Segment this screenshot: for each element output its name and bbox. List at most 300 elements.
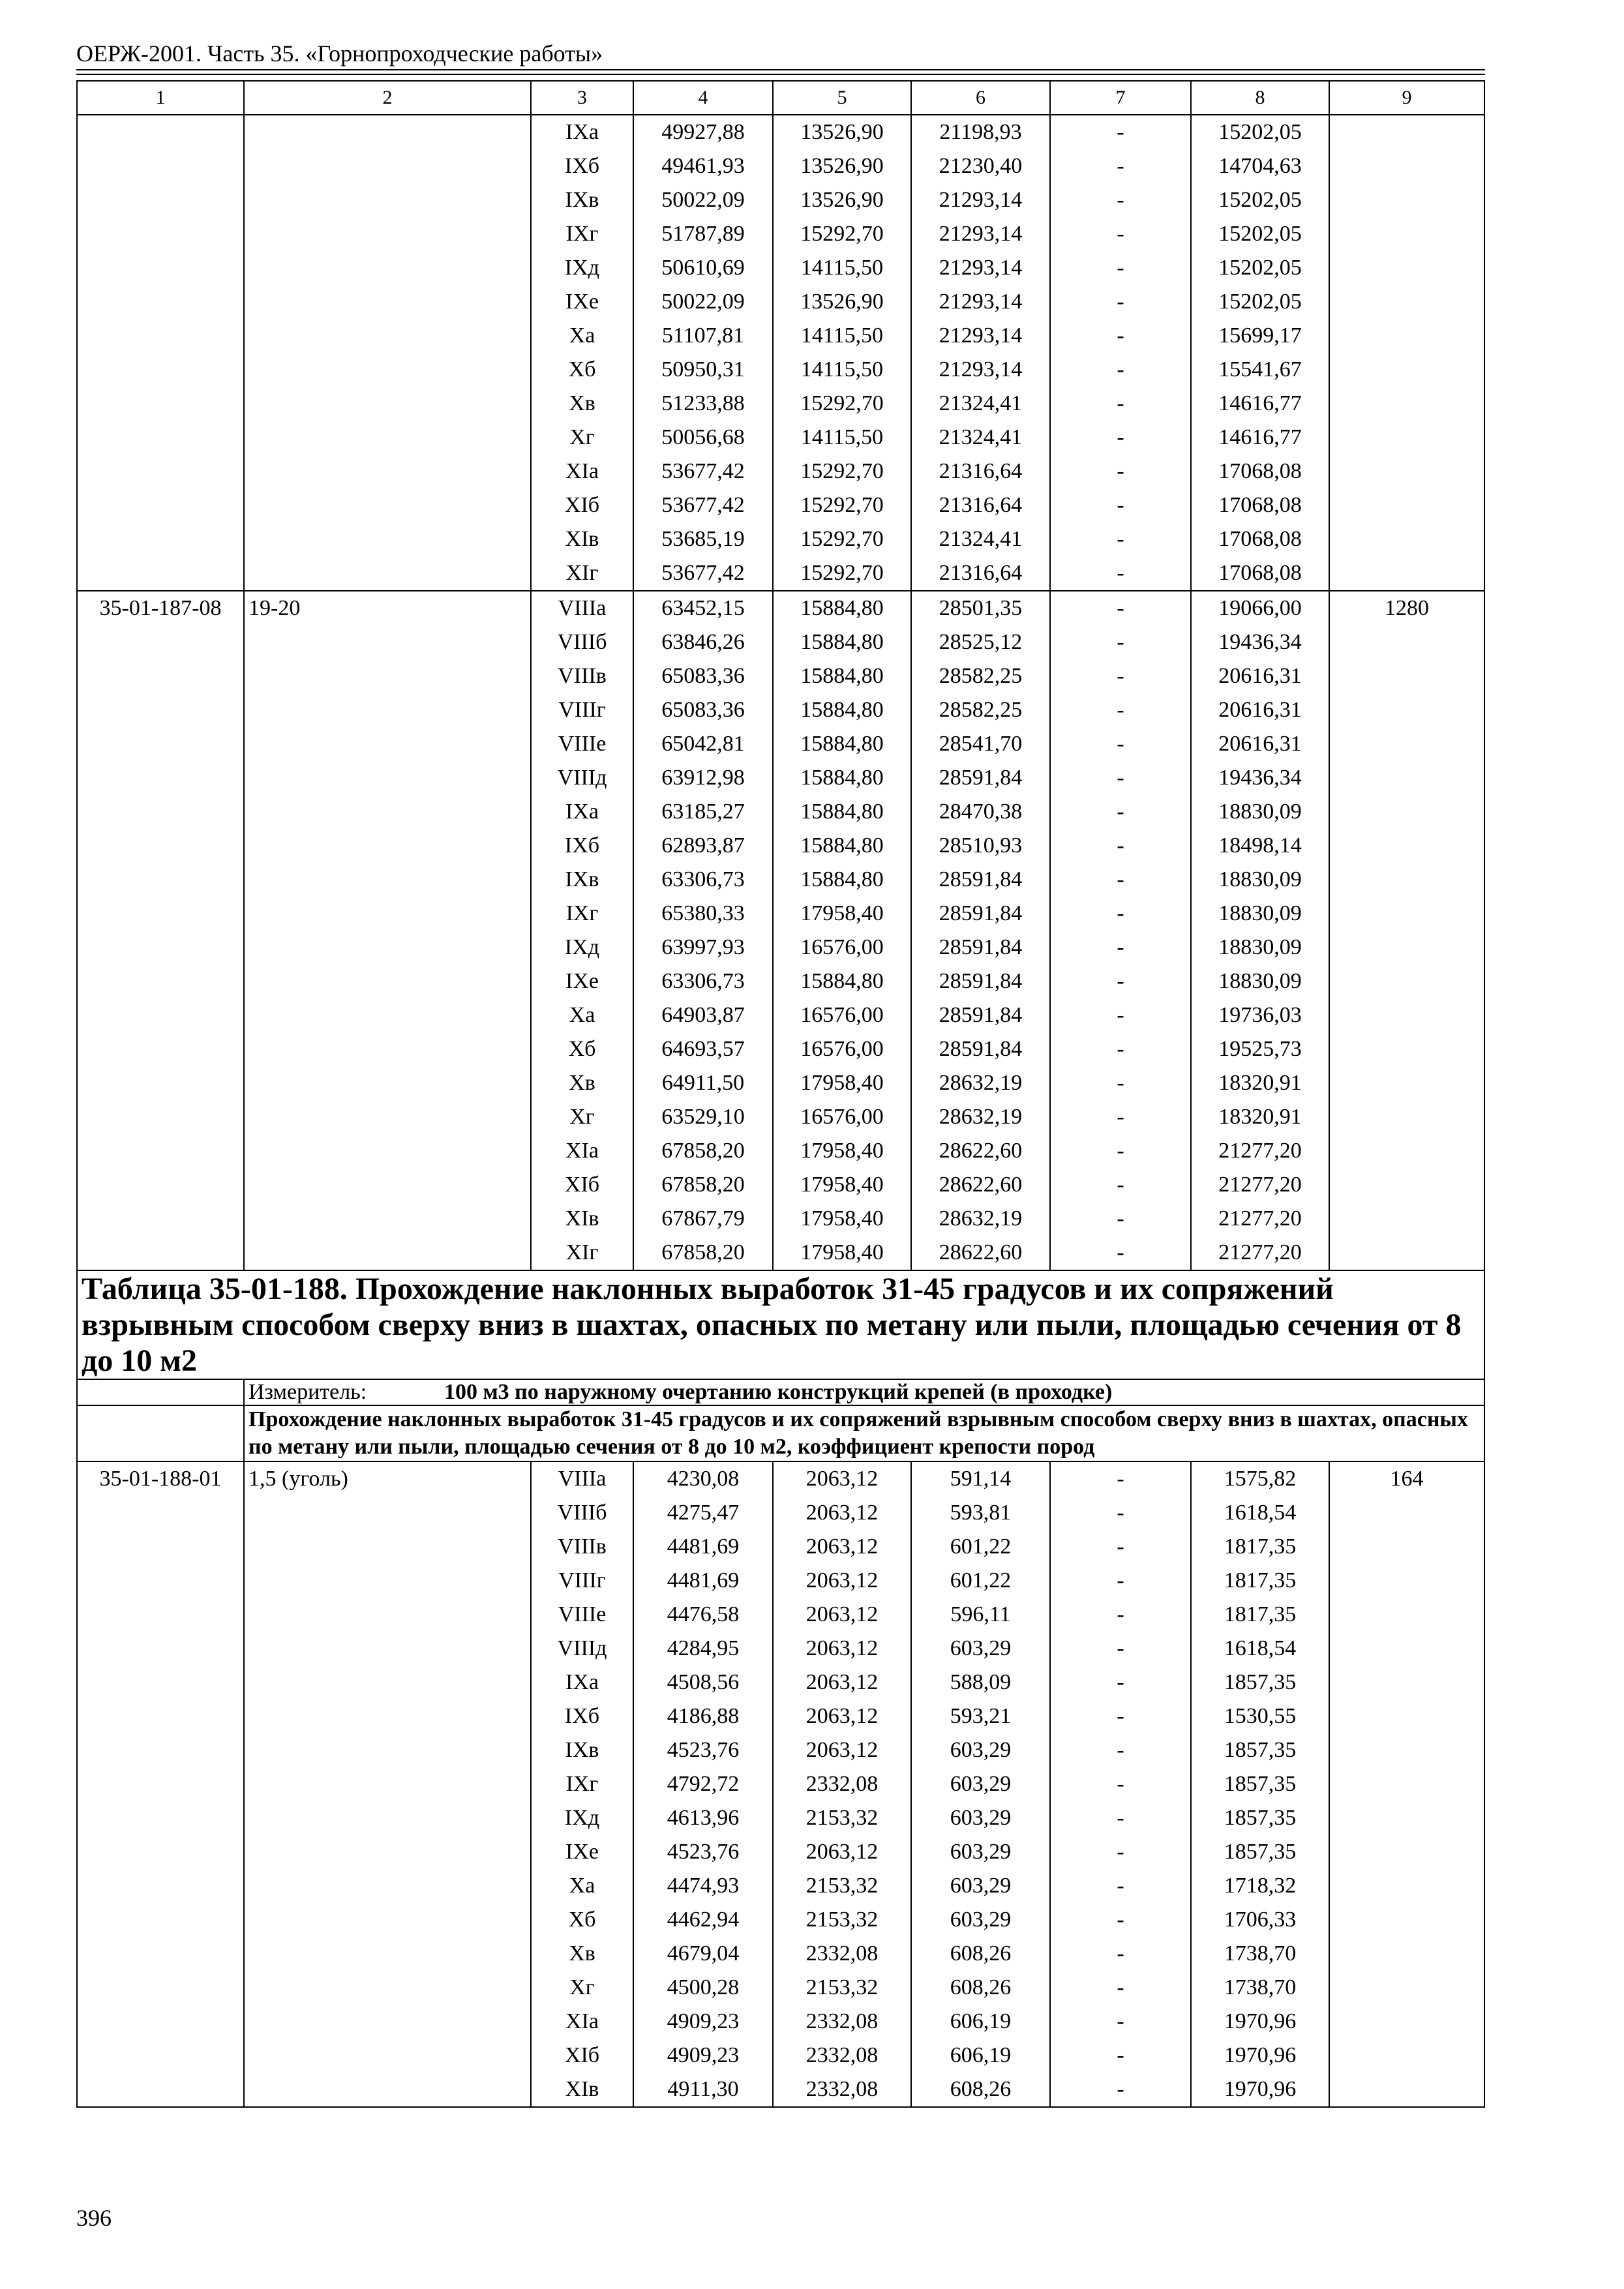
- value-cell: 67858,20: [633, 1236, 773, 1270]
- value-cell: 17068,08: [1191, 522, 1329, 556]
- value-cell: 21277,20: [1191, 1236, 1329, 1270]
- value-cell: -: [1050, 2005, 1191, 2039]
- value-cell: 28622,60: [911, 1168, 1050, 1202]
- value-cell: -: [1050, 795, 1191, 829]
- value-cell: -: [1050, 251, 1191, 285]
- value-cell: 608,26: [911, 2072, 1050, 2107]
- value-cell: -: [1050, 1066, 1191, 1100]
- value-cell: 65083,36: [633, 693, 773, 727]
- rate-extra-value: [1329, 115, 1484, 591]
- rock-category-cell: Xа: [531, 998, 633, 1032]
- value-cell: 16576,00: [773, 931, 911, 965]
- value-cell: 2063,12: [773, 1564, 911, 1598]
- value-cell: 64693,57: [633, 1032, 773, 1066]
- value-cell: 14115,50: [773, 319, 911, 353]
- rate-code: 35-01-188-01: [77, 1461, 244, 2107]
- table-title-row: [77, 1270, 1484, 1379]
- description-row: [77, 1405, 1484, 1461]
- value-cell: 15884,80: [773, 795, 911, 829]
- value-cell: -: [1050, 183, 1191, 217]
- value-cell: 62893,87: [633, 829, 773, 863]
- value-cell: 1618,54: [1191, 1632, 1329, 1666]
- value-cell: 65042,81: [633, 727, 773, 761]
- value-cell: 1857,35: [1191, 1801, 1329, 1835]
- value-cell: 2063,12: [773, 1632, 911, 1666]
- rock-category-cell: Xг: [531, 1971, 633, 2005]
- rock-category-cell: IXв: [531, 183, 633, 217]
- value-cell: 28591,84: [911, 1032, 1050, 1066]
- value-cell: -: [1050, 455, 1191, 488]
- value-cell: -: [1050, 965, 1191, 998]
- rock-category-cell: IXе: [531, 1835, 633, 1869]
- value-cell: 50056,68: [633, 421, 773, 455]
- value-cell: 15884,80: [773, 965, 911, 998]
- rock-category-cell: IXб: [531, 1699, 633, 1733]
- header-rule-bottom: [76, 74, 1485, 75]
- value-cell: -: [1050, 659, 1191, 693]
- value-cell: 15884,80: [773, 693, 911, 727]
- rock-category-cell: XIв: [531, 522, 633, 556]
- rock-category-cell: XIб: [531, 488, 633, 522]
- value-cell: 4909,23: [633, 2039, 773, 2072]
- value-cell: -: [1050, 1202, 1191, 1236]
- rock-category-cell: IXд: [531, 251, 633, 285]
- value-cell: 596,11: [911, 1598, 1050, 1632]
- rock-category-cell: IXд: [531, 1801, 633, 1835]
- value-cell: -: [1050, 897, 1191, 931]
- value-cell: 588,09: [911, 1666, 1050, 1699]
- rock-category-cell: Xб: [531, 1903, 633, 1937]
- value-cell: 19436,34: [1191, 625, 1329, 659]
- value-cell: 17958,40: [773, 1066, 911, 1100]
- value-cell: 2332,08: [773, 1767, 911, 1801]
- value-cell: 4508,56: [633, 1666, 773, 1699]
- value-cell: 16576,00: [773, 998, 911, 1032]
- value-cell: 15202,05: [1191, 285, 1329, 319]
- value-cell: 53677,42: [633, 488, 773, 522]
- rock-category-cell: XIб: [531, 1168, 633, 1202]
- value-cell: 63306,73: [633, 863, 773, 897]
- value-cell: 18830,09: [1191, 863, 1329, 897]
- rock-category-cell: VIIIа: [531, 1461, 633, 1496]
- rock-category-cell: VIIIг: [531, 1564, 633, 1598]
- value-cell: 65380,33: [633, 897, 773, 931]
- value-cell: 14616,77: [1191, 387, 1329, 421]
- value-cell: 4792,72: [633, 1767, 773, 1801]
- rock-category-cell: IXб: [531, 829, 633, 863]
- value-cell: 17958,40: [773, 1202, 911, 1236]
- value-cell: 4275,47: [633, 1496, 773, 1530]
- value-cell: 601,22: [911, 1564, 1050, 1598]
- rock-category-cell: VIIIд: [531, 761, 633, 795]
- value-cell: 15292,70: [773, 387, 911, 421]
- value-cell: 15292,70: [773, 455, 911, 488]
- value-cell: 1817,35: [1191, 1564, 1329, 1598]
- value-cell: 21277,20: [1191, 1168, 1329, 1202]
- value-cell: 4481,69: [633, 1564, 773, 1598]
- value-cell: 51787,89: [633, 217, 773, 251]
- value-cell: 14115,50: [773, 421, 911, 455]
- value-cell: 606,19: [911, 2005, 1050, 2039]
- rock-category-cell: XIб: [531, 2039, 633, 2072]
- value-cell: -: [1050, 387, 1191, 421]
- rock-category-cell: XIв: [531, 2072, 633, 2107]
- value-cell: 2332,08: [773, 2072, 911, 2107]
- value-cell: 28525,12: [911, 625, 1050, 659]
- value-cell: 1738,70: [1191, 1937, 1329, 1971]
- value-cell: 1575,82: [1191, 1461, 1329, 1496]
- value-cell: -: [1050, 1168, 1191, 1202]
- value-cell: 20616,31: [1191, 727, 1329, 761]
- header-rule-top: [76, 69, 1485, 70]
- value-cell: 63997,93: [633, 931, 773, 965]
- value-cell: -: [1050, 1835, 1191, 1869]
- column-number-5: 5: [773, 81, 911, 115]
- value-cell: 67858,20: [633, 1168, 773, 1202]
- value-cell: 49927,88: [633, 115, 773, 149]
- value-cell: 63185,27: [633, 795, 773, 829]
- value-cell: 15202,05: [1191, 251, 1329, 285]
- value-cell: 2063,12: [773, 1530, 911, 1564]
- value-cell: 2063,12: [773, 1699, 911, 1733]
- value-cell: 28501,35: [911, 591, 1050, 625]
- value-cell: -: [1050, 522, 1191, 556]
- value-cell: 65083,36: [633, 659, 773, 693]
- value-cell: 14704,63: [1191, 149, 1329, 183]
- rock-category-cell: IXа: [531, 115, 633, 149]
- value-cell: -: [1050, 2039, 1191, 2072]
- value-cell: -: [1050, 1032, 1191, 1066]
- value-cell: 603,29: [911, 1632, 1050, 1666]
- value-cell: -: [1050, 863, 1191, 897]
- value-cell: 53677,42: [633, 455, 773, 488]
- value-cell: 51233,88: [633, 387, 773, 421]
- value-cell: -: [1050, 556, 1191, 591]
- value-cell: 17068,08: [1191, 455, 1329, 488]
- value-cell: 28510,93: [911, 829, 1050, 863]
- rate-extra-value: 1280: [1329, 591, 1484, 1270]
- table-row: [77, 115, 1484, 149]
- value-cell: -: [1050, 591, 1191, 625]
- rock-category-cell: VIIIд: [531, 1632, 633, 1666]
- value-cell: 1718,32: [1191, 1869, 1329, 1903]
- value-cell: 1706,33: [1191, 1903, 1329, 1937]
- value-cell: 64911,50: [633, 1066, 773, 1100]
- value-cell: 21293,14: [911, 285, 1050, 319]
- rock-category-cell: IXв: [531, 1733, 633, 1767]
- measure-cell: [244, 1379, 1484, 1405]
- value-cell: 2332,08: [773, 1937, 911, 1971]
- value-cell: -: [1050, 115, 1191, 149]
- value-cell: 21293,14: [911, 353, 1050, 387]
- value-cell: 28582,25: [911, 693, 1050, 727]
- rock-category-cell: IXв: [531, 863, 633, 897]
- value-cell: 15699,17: [1191, 319, 1329, 353]
- column-number-8: 8: [1191, 81, 1329, 115]
- description-empty-cell: [77, 1405, 244, 1461]
- value-cell: -: [1050, 149, 1191, 183]
- value-cell: 14616,77: [1191, 421, 1329, 455]
- value-cell: 4186,88: [633, 1699, 773, 1733]
- value-cell: -: [1050, 727, 1191, 761]
- rock-category-cell: IXа: [531, 795, 633, 829]
- measure-row: [77, 1379, 1484, 1405]
- value-cell: 4284,95: [633, 1632, 773, 1666]
- measure-empty-cell: [77, 1379, 244, 1405]
- value-cell: 13526,90: [773, 285, 911, 319]
- value-cell: 16576,00: [773, 1032, 911, 1066]
- value-cell: 15884,80: [773, 591, 911, 625]
- value-cell: 603,29: [911, 1767, 1050, 1801]
- value-cell: 2153,32: [773, 1869, 911, 1903]
- value-cell: 28591,84: [911, 998, 1050, 1032]
- value-cell: -: [1050, 1971, 1191, 2005]
- value-cell: 15884,80: [773, 659, 911, 693]
- value-cell: 15292,70: [773, 556, 911, 591]
- rock-category-cell: Xв: [531, 1066, 633, 1100]
- value-cell: 1857,35: [1191, 1835, 1329, 1869]
- measure-label: Измеритель:: [248, 1380, 367, 1404]
- rock-category-cell: Xг: [531, 1100, 633, 1134]
- value-cell: 591,14: [911, 1461, 1050, 1496]
- value-cell: 17958,40: [773, 1236, 911, 1270]
- value-cell: 15884,80: [773, 829, 911, 863]
- rock-category-cell: Xа: [531, 319, 633, 353]
- value-cell: 21277,20: [1191, 1134, 1329, 1168]
- value-cell: 21324,41: [911, 387, 1050, 421]
- value-cell: 2332,08: [773, 2005, 911, 2039]
- value-cell: 15202,05: [1191, 183, 1329, 217]
- value-cell: 4679,04: [633, 1937, 773, 1971]
- rock-category-cell: VIIIг: [531, 693, 633, 727]
- column-number-6: 6: [911, 81, 1050, 115]
- value-cell: 14115,50: [773, 353, 911, 387]
- value-cell: 1618,54: [1191, 1496, 1329, 1530]
- rate-parameter: 1,5 (уголь): [244, 1461, 531, 2107]
- value-cell: -: [1050, 1496, 1191, 1530]
- value-cell: 21293,14: [911, 217, 1050, 251]
- value-cell: -: [1050, 1903, 1191, 1937]
- rock-category-cell: Xг: [531, 421, 633, 455]
- value-cell: 28582,25: [911, 659, 1050, 693]
- value-cell: 50950,31: [633, 353, 773, 387]
- value-cell: 1530,55: [1191, 1699, 1329, 1733]
- column-number-2: 2: [244, 81, 531, 115]
- value-cell: 15884,80: [773, 761, 911, 795]
- value-cell: 21230,40: [911, 149, 1050, 183]
- value-cell: -: [1050, 931, 1191, 965]
- rock-category-cell: XIг: [531, 1236, 633, 1270]
- value-cell: -: [1050, 1632, 1191, 1666]
- value-cell: 15202,05: [1191, 115, 1329, 149]
- value-cell: 4230,08: [633, 1461, 773, 1496]
- rock-category-cell: XIа: [531, 2005, 633, 2039]
- value-cell: 20616,31: [1191, 659, 1329, 693]
- value-cell: 4523,76: [633, 1835, 773, 1869]
- value-cell: 593,81: [911, 1496, 1050, 1530]
- value-cell: 50610,69: [633, 251, 773, 285]
- rock-category-cell: IXа: [531, 1666, 633, 1699]
- value-cell: 21198,93: [911, 115, 1050, 149]
- value-cell: 63452,15: [633, 591, 773, 625]
- value-cell: 4500,28: [633, 1971, 773, 2005]
- value-cell: -: [1050, 2072, 1191, 2107]
- rates-table: [76, 80, 1485, 2108]
- value-cell: 19066,00: [1191, 591, 1329, 625]
- value-cell: -: [1050, 1134, 1191, 1168]
- value-cell: 2063,12: [773, 1835, 911, 1869]
- value-cell: -: [1050, 319, 1191, 353]
- value-cell: 28622,60: [911, 1236, 1050, 1270]
- rock-category-cell: IXг: [531, 897, 633, 931]
- value-cell: -: [1050, 1564, 1191, 1598]
- value-cell: 603,29: [911, 1733, 1050, 1767]
- value-cell: -: [1050, 1598, 1191, 1632]
- value-cell: 15292,70: [773, 522, 911, 556]
- value-cell: 13526,90: [773, 149, 911, 183]
- value-cell: 67858,20: [633, 1134, 773, 1168]
- value-cell: 4474,93: [633, 1869, 773, 1903]
- value-cell: 4476,58: [633, 1598, 773, 1632]
- value-cell: 4523,76: [633, 1733, 773, 1767]
- rock-category-cell: VIIIв: [531, 659, 633, 693]
- rate-extra-value: 164: [1329, 1461, 1484, 2107]
- value-cell: 2153,32: [773, 1801, 911, 1835]
- rock-category-cell: VIIIе: [531, 727, 633, 761]
- value-cell: 28622,60: [911, 1134, 1050, 1168]
- column-number-3: 3: [531, 81, 633, 115]
- value-cell: -: [1050, 1767, 1191, 1801]
- value-cell: 16576,00: [773, 1100, 911, 1134]
- value-cell: 63529,10: [633, 1100, 773, 1134]
- value-cell: 601,22: [911, 1530, 1050, 1564]
- value-cell: 1857,35: [1191, 1733, 1329, 1767]
- value-cell: 20616,31: [1191, 693, 1329, 727]
- value-cell: 15884,80: [773, 863, 911, 897]
- value-cell: 51107,81: [633, 319, 773, 353]
- rate-code: 35-01-187-08: [77, 591, 244, 1270]
- rock-category-cell: VIIIе: [531, 1598, 633, 1632]
- value-cell: 53685,19: [633, 522, 773, 556]
- rock-category-cell: IXб: [531, 149, 633, 183]
- value-cell: 13526,90: [773, 183, 911, 217]
- rock-category-cell: IXе: [531, 965, 633, 998]
- measure-value: 100 м3 по наружному очертанию конструкций крепей (в проходке): [444, 1380, 1113, 1404]
- column-number-4: 4: [633, 81, 773, 115]
- value-cell: 21316,64: [911, 488, 1050, 522]
- value-cell: -: [1050, 625, 1191, 659]
- page-number: 396: [76, 2205, 112, 2231]
- value-cell: 28470,38: [911, 795, 1050, 829]
- value-cell: 15292,70: [773, 217, 911, 251]
- value-cell: -: [1050, 1530, 1191, 1564]
- table-title: Таблица 35-01-188. Прохождение наклонных выработок 31-45 градусов и их сопряжений взрывным способом сверху вниз в шахтах, опасных по метану или пыли, площадью сечения от 8 до 10 м2: [77, 1270, 1484, 1379]
- value-cell: 2063,12: [773, 1461, 911, 1496]
- value-cell: 593,21: [911, 1699, 1050, 1733]
- value-cell: 21293,14: [911, 183, 1050, 217]
- value-cell: 28632,19: [911, 1100, 1050, 1134]
- value-cell: 608,26: [911, 1971, 1050, 2005]
- value-cell: 18320,91: [1191, 1066, 1329, 1100]
- value-cell: -: [1050, 421, 1191, 455]
- value-cell: 63912,98: [633, 761, 773, 795]
- value-cell: 13526,90: [773, 115, 911, 149]
- column-number-9: 9: [1329, 81, 1484, 115]
- value-cell: 17068,08: [1191, 488, 1329, 522]
- rock-category-cell: Xв: [531, 387, 633, 421]
- rock-category-cell: VIIIб: [531, 1496, 633, 1530]
- value-cell: -: [1050, 761, 1191, 795]
- value-cell: 19736,03: [1191, 998, 1329, 1032]
- rock-category-cell: VIIIб: [531, 625, 633, 659]
- column-number-1: 1: [77, 81, 244, 115]
- value-cell: 49461,93: [633, 149, 773, 183]
- value-cell: 53677,42: [633, 556, 773, 591]
- value-cell: 28591,84: [911, 931, 1050, 965]
- rock-category-cell: VIIIв: [531, 1530, 633, 1564]
- column-number-row: [77, 81, 1484, 115]
- value-cell: -: [1050, 1236, 1191, 1270]
- rock-category-cell: XIв: [531, 1202, 633, 1236]
- value-cell: -: [1050, 1666, 1191, 1699]
- page-header: ОЕРЖ-2001. Часть 35. «Горнопроходческие работы»: [76, 40, 603, 67]
- value-cell: 603,29: [911, 1903, 1050, 1937]
- rock-category-cell: Xа: [531, 1869, 633, 1903]
- value-cell: 15541,67: [1191, 353, 1329, 387]
- rock-category-cell: XIа: [531, 1134, 633, 1168]
- value-cell: 15292,70: [773, 488, 911, 522]
- value-cell: -: [1050, 693, 1191, 727]
- value-cell: 28591,84: [911, 897, 1050, 931]
- value-cell: 21277,20: [1191, 1202, 1329, 1236]
- value-cell: 4462,94: [633, 1903, 773, 1937]
- value-cell: 50022,09: [633, 183, 773, 217]
- table-row: [77, 1461, 1484, 1496]
- value-cell: 67867,79: [633, 1202, 773, 1236]
- value-cell: 4909,23: [633, 2005, 773, 2039]
- value-cell: 18830,09: [1191, 965, 1329, 998]
- rock-category-cell: IXд: [531, 931, 633, 965]
- value-cell: -: [1050, 488, 1191, 522]
- value-cell: 21324,41: [911, 522, 1050, 556]
- value-cell: 4481,69: [633, 1530, 773, 1564]
- value-cell: 21324,41: [911, 421, 1050, 455]
- rate-parameter: 19-20: [244, 591, 531, 1270]
- value-cell: 28591,84: [911, 761, 1050, 795]
- value-cell: 1970,96: [1191, 2072, 1329, 2107]
- value-cell: 21293,14: [911, 319, 1050, 353]
- value-cell: 2063,12: [773, 1666, 911, 1699]
- value-cell: 603,29: [911, 1869, 1050, 1903]
- rock-category-cell: XIг: [531, 556, 633, 591]
- value-cell: 50022,09: [633, 285, 773, 319]
- value-cell: -: [1050, 1699, 1191, 1733]
- value-cell: 18498,14: [1191, 829, 1329, 863]
- value-cell: -: [1050, 353, 1191, 387]
- value-cell: 4911,30: [633, 2072, 773, 2107]
- value-cell: 21316,64: [911, 455, 1050, 488]
- value-cell: 21293,14: [911, 251, 1050, 285]
- value-cell: 28591,84: [911, 863, 1050, 897]
- value-cell: 14115,50: [773, 251, 911, 285]
- rock-category-cell: VIIIа: [531, 591, 633, 625]
- value-cell: 4613,96: [633, 1801, 773, 1835]
- value-cell: -: [1050, 1869, 1191, 1903]
- value-cell: 15884,80: [773, 727, 911, 761]
- value-cell: 603,29: [911, 1801, 1050, 1835]
- table-row: [77, 591, 1484, 625]
- rock-category-cell: Xв: [531, 1937, 633, 1971]
